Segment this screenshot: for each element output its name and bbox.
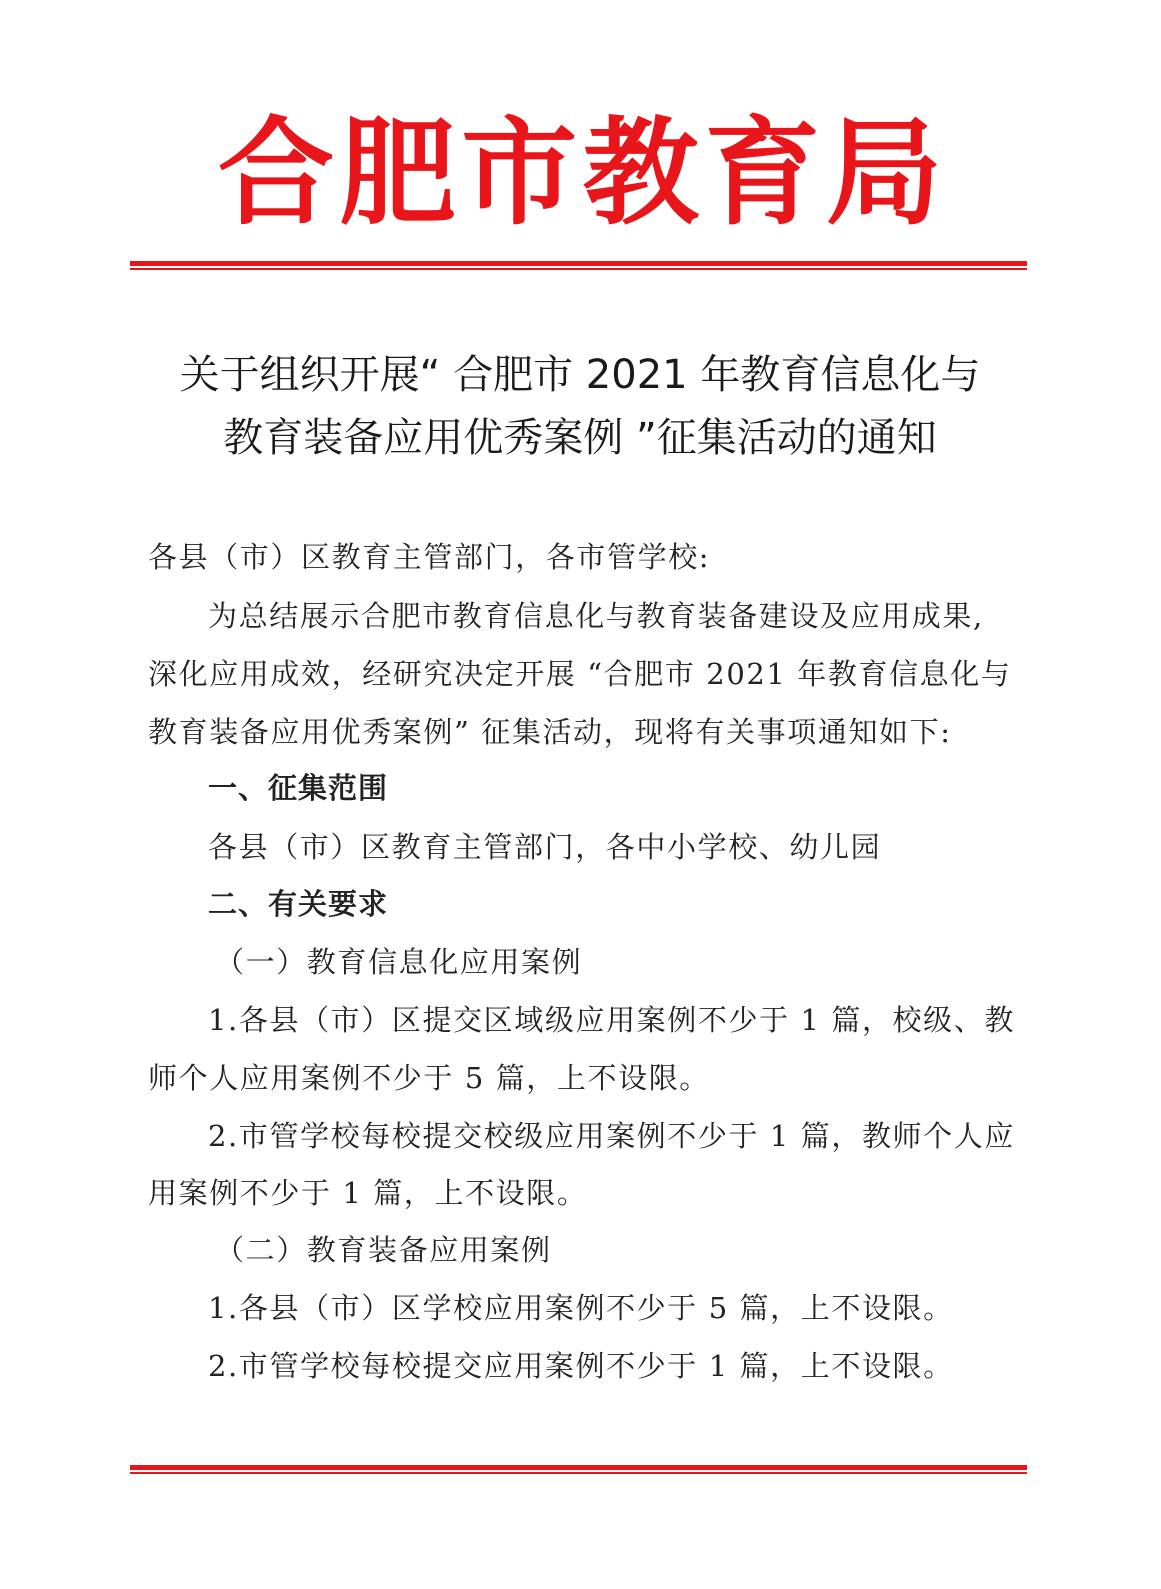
divider-thick-line [130, 1465, 1027, 1470]
letterhead-char: 肥 [339, 105, 456, 241]
letterhead-char: 育 [704, 105, 821, 241]
divider-thick-line [130, 261, 1027, 266]
subsection-1-item-2-line-1: 2.市管学校每校提交校级应用案例不少于 1 篇，教师个人应 [208, 1119, 1015, 1153]
subsection-1-item-1-line-1: 1.各县（市）区提交区域级应用案例不少于 1 篇，校级、教 [208, 1003, 1015, 1037]
subsection-2-item-1: 1.各县（市）区学校应用案例不少于 5 篇，上不设限。 [208, 1291, 954, 1325]
letterhead-char: 市 [461, 105, 578, 241]
divider-thin-line [130, 1472, 1027, 1474]
subsection-1-item-1-line-2: 师个人应用案例不少于 5 篇，上不设限。 [148, 1061, 710, 1095]
subsection-1-item-2-line-2: 用案例不少于 1 篇，上不设限。 [148, 1176, 588, 1210]
subsection-2-item-2: 2.市管学校每校提交应用案例不少于 1 篇，上不设限。 [208, 1349, 954, 1383]
divider-thin-line [130, 268, 1027, 270]
letterhead-char: 合 [218, 105, 334, 241]
subsection-2-heading: （二）教育装备应用案例 [215, 1233, 552, 1267]
salutation: 各县（市）区教育主管部门，各市管学校: [148, 540, 711, 574]
intro-paragraph-line-1: 为总结展示合肥市教育信息化与教育装备建设及应用成果, [208, 599, 984, 633]
letterhead-char: 局 [825, 105, 942, 241]
subsection-1-heading: （一）教育信息化应用案例 [215, 945, 583, 979]
intro-paragraph-line-2: 深化应用成效，经研究决定开展 “合肥市 2021 年教育信息化与 [148, 657, 1012, 691]
letterhead-char: 教 [582, 105, 699, 241]
section-1-heading: 一、征集范围 [208, 771, 389, 805]
section-2-heading: 二、有关要求 [208, 887, 389, 921]
letterhead-organization-name [130, 105, 1030, 241]
document-title-line-2: 教育装备应用优秀案例 ”征集活动的通知 [223, 415, 937, 461]
document-title-line-1: 关于组织开展“ 合肥市 2021 年教育信息化与 [179, 352, 981, 398]
letterhead-divider-bottom [130, 1465, 1027, 1475]
letterhead-divider-top [130, 261, 1027, 271]
section-1-text: 各县（市）区教育主管部门，各中小学校、幼儿园 [208, 830, 882, 864]
intro-paragraph-line-3: 教育装备应用优秀案例” 征集活动，现将有关事项通知如下: [148, 715, 952, 749]
